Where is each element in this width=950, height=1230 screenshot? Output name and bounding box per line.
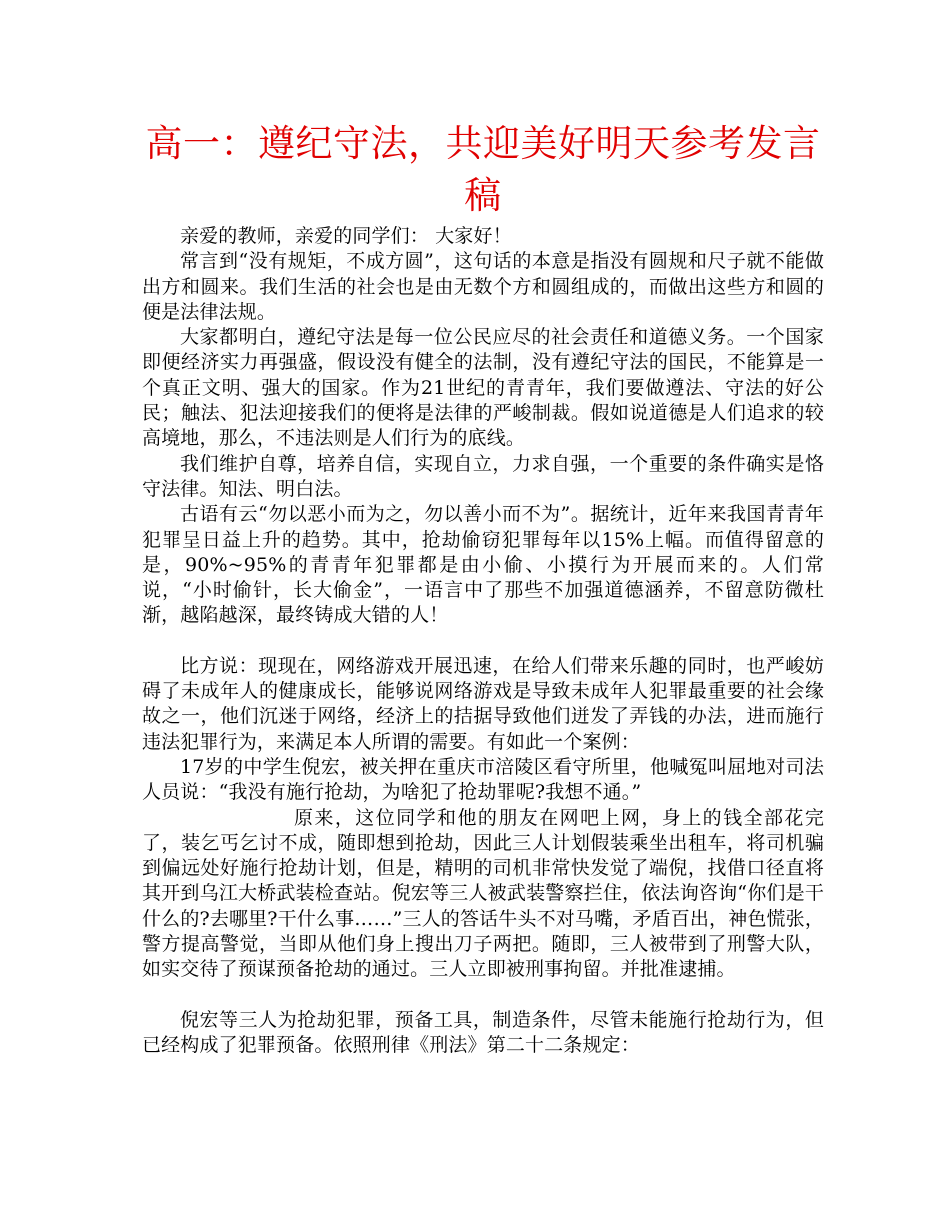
paragraph-case-intro: 17岁的中学生倪宏，被关押在重庆市涪陵区看守所里，他喊冤叫屈地对司法人员说：“我没有施行抢劫，为啥犯了抢劫罪呢?我想不通。” xyxy=(142,755,824,804)
document-title: 高一：遵纪守法，共迎美好明天参考发言稿 xyxy=(145,122,821,217)
paragraph-proverb: 古语有云“勿以恶小而为之，勿以善小而不为”。据统计，近年来我国青青年犯罪呈日益上升的趋势。其中，抢劫偷窃犯罪每年以15%上幅。而值得留意的是，90%~95%的青青年犯罪都是由小偷、小摸行为开展而来的。人们常说，“小时偷针，长大偷金”，一语言中了那些不加强道德涵养，不留意防微杜渐，越陷越深，最终铸成大错的人！ xyxy=(142,503,824,627)
paragraph-online-games: 比方说：现现在，网络游戏开展迅速，在给人们带来乐趣的同时，也严峻妨碍了未成年人的健康成长，能够说网络游戏是导致未成年人犯罪最重要的社会缘故之一，他们沉迷于网络，经济上的拮据导致他们迸发了弄钱的办法，进而施行违法犯罪行为，来满足本人所谓的需要。有如此一个案例： xyxy=(142,654,824,753)
paragraph-self-respect: 我们维护自尊，培养自信，实现自立，力求自强，一个重要的条件确实是恪守法律。知法、明白法。 xyxy=(142,452,824,500)
paragraph-spacer xyxy=(142,983,824,1008)
document-page xyxy=(142,118,824,1058)
paragraph-duty: 大家都明白，遵纪守法是每一位公民应尽的社会责任和道德义务。一个国家即便经济实力再强盛，假设没有健全的法制，没有遵纪守法的国民，不能算是一个真正文明、强大的国家。作为21世纪的青青年，我们要做遵法、守法的好公民；触法、犯法迎接我们的便将是法律的严峻制裁。假如说道德是人们追求的较高境地，那么，不违法则是人们行为的底线。 xyxy=(142,326,824,450)
paragraph-case-story: 原来，这位同学和他的朋友在网吧上网，身上的钱全部花完了，装乞丐乞讨不成，随即想到抢劫，因此三人计划假装乘坐出租车，将司机骗到偏远处好施行抢劫计划，但是，精明的司机非常快发觉了端倪，找借口径直将其开到乌江大桥武装检查站。倪宏等三人被武装警察拦住，依法询咨询“你们是干什么的?去哪里?干什么事……”三人的答话牛头不对马嘴，矛盾百出，神色慌张，警方提高警觉，当即从他们身上搜出刀子两把。随即，三人被带到了刑警大队，如实交待了预谋预备抢劫的通过。三人立即被刑事拘留。并批准逮捕。 xyxy=(142,806,824,981)
paragraph-criminal-law: 倪宏等三人为抢劫犯罪，预备工具，制造条件，尽管未能施行抢劫行为，但已经构成了犯罪预备。依照刑律《刑法》第二十二条规定： xyxy=(142,1008,824,1056)
paragraph-greeting: 亲爱的教师，亲爱的同学们： 大家好！ xyxy=(180,225,512,247)
paragraph-rules: 常言到“没有规矩，不成方圆”，这句话的本意是指没有圆规和尺子就不能做出方和圆来。我们生活的社会也是由无数个方和圆组成的，而做出这些方和圆的便是法律法规。 xyxy=(142,250,824,323)
paragraph-spacer xyxy=(142,629,824,654)
